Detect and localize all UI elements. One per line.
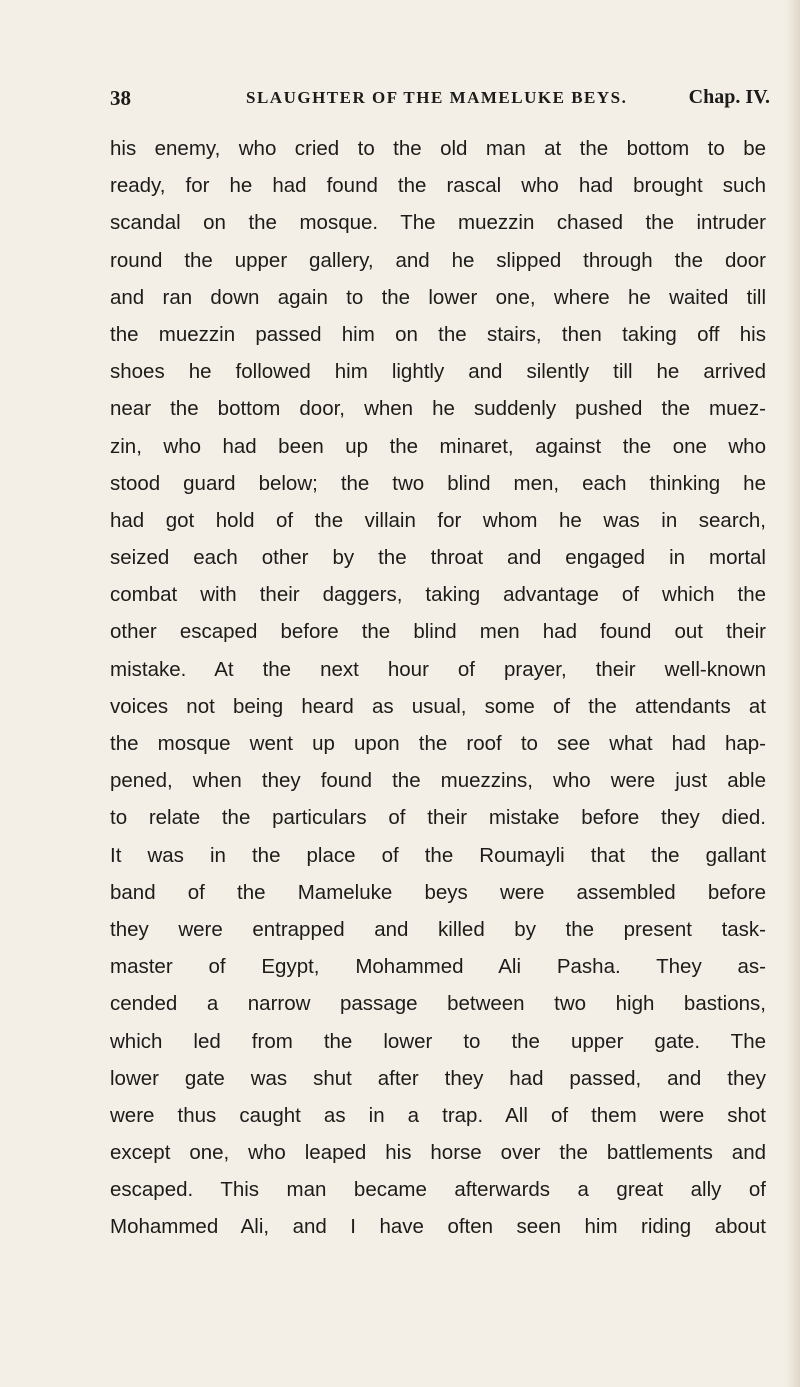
text-line: except one, who leaped his horse over the battlements and bbox=[110, 1141, 766, 1165]
text-line: master of Egypt, Mohammed Ali Pasha. They as- bbox=[110, 955, 766, 979]
text-line: shoes he followed him lightly and silently till he arrived bbox=[110, 360, 766, 384]
text-line: zin, who had been up the minaret, against the one who bbox=[110, 434, 766, 458]
text-line: the muezzin passed him on the stairs, then taking off his bbox=[110, 322, 766, 346]
running-head bbox=[98, 86, 770, 116]
text-line: cended a narrow passage between two high bastions, bbox=[110, 992, 766, 1016]
running-title: SLAUGHTER OF THE MAMELUKE BEYS. bbox=[246, 88, 628, 107]
text-line: band of the Mameluke beys were assembled before bbox=[110, 880, 766, 904]
text-line: combat with their daggers, taking advantage of which the bbox=[110, 583, 766, 607]
text-line: had got hold of the villain for whom he was in search, bbox=[110, 508, 766, 532]
text-line: pened, when they found the muezzins, who were just able bbox=[110, 769, 766, 793]
page-edge-shadow bbox=[786, 0, 800, 1387]
text-line: voices not being heard as usual, some of the attendants at bbox=[110, 694, 766, 718]
text-line: lower gate was shut after they had passed, and they bbox=[110, 1066, 766, 1090]
text-line: they were entrapped and killed by the present task- bbox=[110, 917, 766, 941]
text-line: which led from the lower to the upper gate. The bbox=[110, 1029, 766, 1053]
page-number: 38 bbox=[110, 86, 131, 110]
text-line: other escaped before the blind men had found out their bbox=[110, 620, 766, 644]
text-line: near the bottom door, when he suddenly pushed the muez- bbox=[110, 397, 766, 421]
text-line: ready, for he had found the rascal who had brought such bbox=[110, 174, 766, 198]
text-line: his enemy, who cried to the old man at the bottom to be bbox=[110, 137, 766, 160]
text-line: and ran down again to the lower one, where he waited till bbox=[110, 285, 766, 309]
text-line: were thus caught as in a trap. All of them were shot bbox=[110, 1103, 766, 1127]
text-line: seized each other by the throat and engaged in mortal bbox=[110, 546, 766, 570]
text-line: escaped. This man became afterwards a great ally of bbox=[110, 1178, 766, 1202]
text-line: stood guard below; the two blind men, each thinking he bbox=[110, 471, 766, 495]
body-text bbox=[110, 130, 766, 1246]
text-line: round the upper gallery, and he slipped through the door bbox=[110, 248, 766, 272]
text-line: to relate the particulars of their mistake before they died. bbox=[110, 806, 766, 830]
text-line: scandal on the mosque. The muezzin chased the intruder bbox=[110, 211, 766, 235]
text-line: mistake. At the next hour of prayer, their well-known bbox=[110, 657, 766, 681]
text-line: the mosque went up upon the roof to see what had hap- bbox=[110, 732, 766, 755]
text-line: It was in the place of the Roumayli that the gallant bbox=[110, 843, 766, 867]
text-line: Mohammed Ali, and I have often seen him riding about bbox=[110, 1215, 766, 1239]
chapter-label: Chap. IV. bbox=[688, 86, 770, 108]
